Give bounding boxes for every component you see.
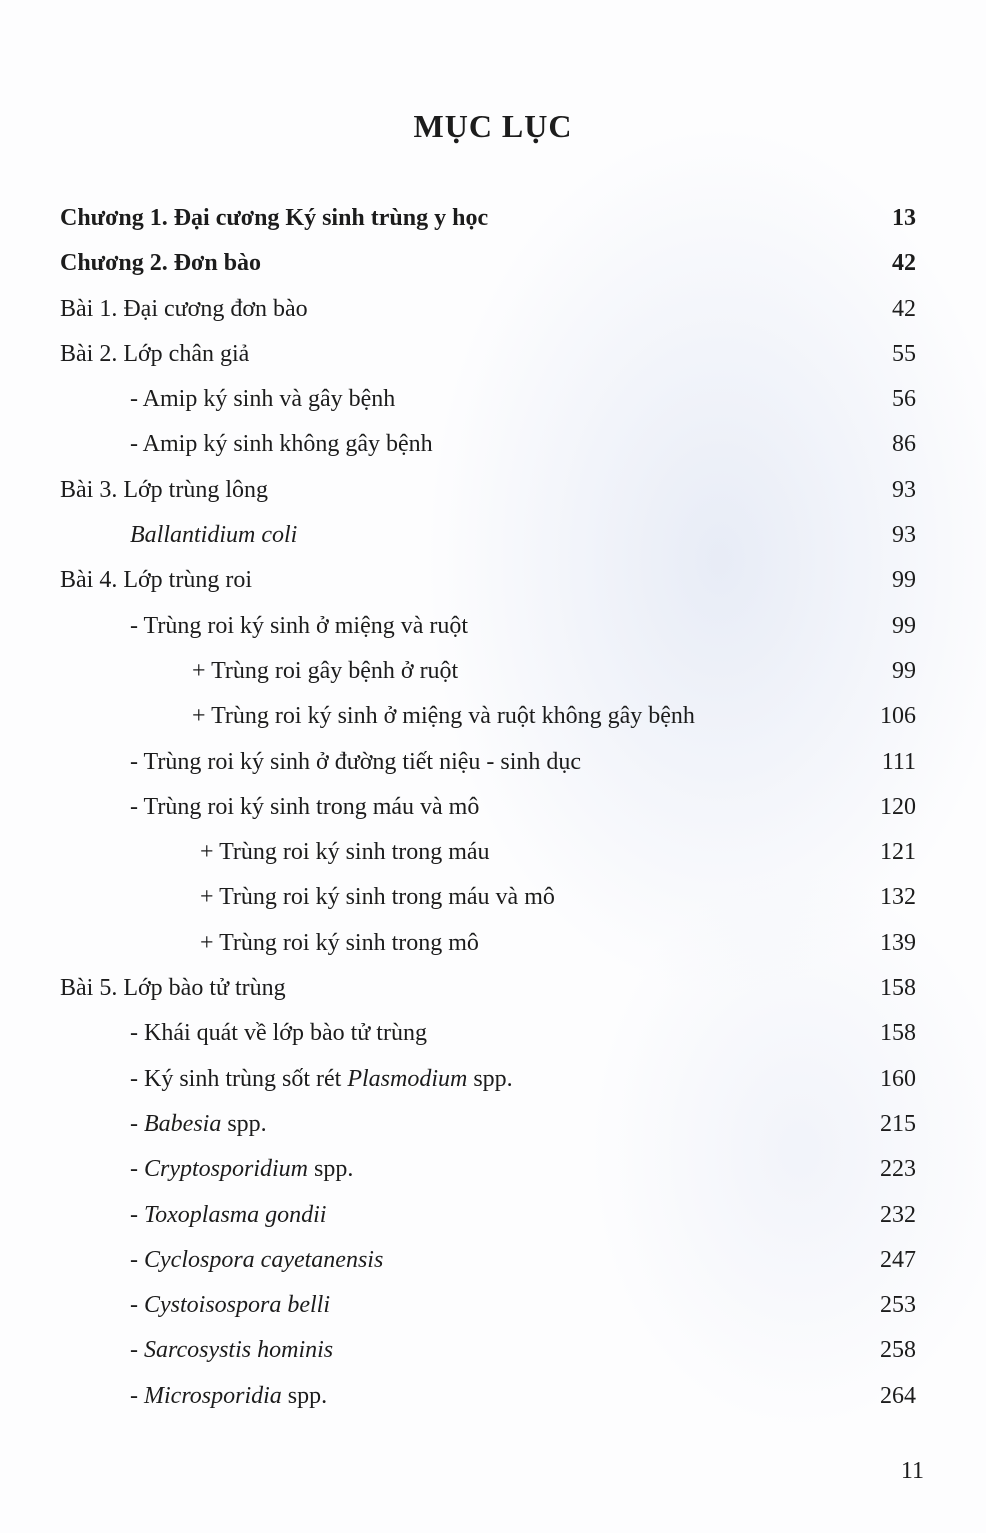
toc-entry-page-number: 86 xyxy=(892,431,916,458)
toc-entry-page-number: 13 xyxy=(892,205,916,231)
toc-entry-title-text: Chương 2. Đơn bào xyxy=(60,250,262,277)
toc-entry-title xyxy=(130,1011,427,1055)
toc-entry-title-italic: Cystoisospora belli xyxy=(144,1292,331,1319)
toc-entry-page-number: 264 xyxy=(880,1382,916,1409)
toc-entry xyxy=(0,966,986,1011)
toc-entry xyxy=(0,649,986,694)
toc-entry-page-number: 215 xyxy=(880,1110,916,1137)
toc-entry-title xyxy=(130,740,581,784)
toc-entry-page-number: 258 xyxy=(880,1337,916,1364)
toc-entry xyxy=(0,1238,986,1283)
toc-entry-title-text: + Trùng roi ký sinh trong máu và mô xyxy=(200,884,555,911)
toc-entry xyxy=(0,875,986,920)
toc-entry-page-number: 253 xyxy=(880,1292,916,1319)
toc-entry-page-number: 42 xyxy=(892,295,916,322)
toc-entry-title-italic: Cryptosporidium xyxy=(144,1156,309,1183)
toc-entry xyxy=(0,468,986,513)
toc-entry xyxy=(0,604,986,649)
toc-entry-title-text: - xyxy=(130,1382,144,1409)
toc-entry-title xyxy=(192,649,458,693)
toc-entry-title xyxy=(130,1193,326,1237)
toc-entry-title-text: spp. xyxy=(308,1156,354,1183)
toc-entry-title xyxy=(130,422,433,466)
toc-entry xyxy=(0,558,986,603)
toc-entry-page-number: 160 xyxy=(880,1065,916,1092)
toc-entry-title xyxy=(200,830,490,874)
toc-entry-title xyxy=(130,1328,333,1372)
toc-entry xyxy=(0,1147,986,1192)
toc-entry-title-italic: Toxoplasma gondii xyxy=(144,1201,327,1228)
toc-entry-page-number: 42 xyxy=(892,250,916,277)
toc-entry-page-number: 121 xyxy=(880,839,916,866)
toc-entry-page-number: 56 xyxy=(892,386,916,413)
toc-entry-title xyxy=(192,694,695,738)
toc-entry xyxy=(0,241,986,286)
page-number: 11 xyxy=(900,1458,924,1484)
toc-entry-title-text: - xyxy=(130,1292,144,1319)
toc-entry-title-italic: Babesia xyxy=(144,1110,222,1137)
toc-entry-title xyxy=(60,332,249,376)
toc-entry-title-italic: Ballantidium coli xyxy=(130,522,298,549)
toc-entry-title-text: Bài 1. Đại cương đơn bào xyxy=(60,295,308,322)
toc-entry-title-text: spp. xyxy=(281,1382,328,1409)
toc-entry-page-number: 106 xyxy=(880,703,916,730)
toc-entry xyxy=(0,513,986,558)
toc-entry xyxy=(0,830,986,875)
toc-entry-page-number: 93 xyxy=(892,476,916,503)
toc-entry xyxy=(0,332,986,377)
toc-entry-title xyxy=(60,287,308,331)
toc-entry-title-text: - Trùng roi ký sinh ở đường tiết niệu - sinh dục xyxy=(130,748,582,775)
toc-entry-title xyxy=(200,921,479,965)
toc-entry xyxy=(0,921,986,966)
toc-entry xyxy=(0,287,986,332)
toc-entry-title-text: - Trùng roi ký sinh ở miệng và ruột xyxy=(130,612,469,639)
toc-entry-title xyxy=(130,1102,267,1146)
toc-entry-title xyxy=(60,196,488,240)
toc-entry-title-text: - Amip ký sinh và gây bệnh xyxy=(130,386,396,413)
toc-entry-title-italic: Plasmodium xyxy=(347,1065,468,1092)
toc-entry-title xyxy=(60,558,252,602)
table-of-contents xyxy=(0,196,986,1419)
toc-entry xyxy=(0,1102,986,1147)
toc-entry-title-text: - Ký sinh trùng sốt rét xyxy=(130,1065,348,1092)
toc-entry-page-number: 139 xyxy=(880,929,916,956)
toc-entry-title-text: - Trùng roi ký sinh trong máu và mô xyxy=(130,793,480,820)
toc-entry-title-text: - xyxy=(130,1201,144,1228)
toc-entry xyxy=(0,740,986,785)
toc-entry-page-number: 223 xyxy=(880,1156,916,1183)
toc-entry xyxy=(0,1328,986,1373)
toc-entry-title-text: spp. xyxy=(221,1110,267,1137)
toc-entry xyxy=(0,1374,986,1419)
toc-entry-title-text: + Trùng roi ký sinh trong mô xyxy=(200,929,479,956)
toc-entry-title-italic: Sarcosystis hominis xyxy=(144,1337,334,1364)
toc-entry-title xyxy=(130,785,479,829)
toc-entry-title-italic: Cyclospora cayetanensis xyxy=(144,1246,384,1273)
toc-entry xyxy=(0,1011,986,1056)
toc-entry-page-number: 99 xyxy=(892,657,916,684)
toc-entry-title-text: Bài 5. Lớp bào tử trùng xyxy=(60,975,286,1002)
toc-entry-title-text: + Trùng roi gây bệnh ở ruột xyxy=(192,657,459,684)
toc-entry-page-number: 247 xyxy=(880,1246,916,1273)
toc-entry xyxy=(0,377,986,422)
toc-entry xyxy=(0,422,986,467)
toc-entry-title-text: Bài 2. Lớp chân giả xyxy=(60,340,250,367)
toc-entry xyxy=(0,785,986,830)
toc-entry-title xyxy=(130,1057,513,1101)
toc-entry xyxy=(0,1193,986,1238)
toc-entry-title-text: + Trùng roi ký sinh ở miệng và ruột không gây bệnh xyxy=(192,703,695,730)
toc-entry-title-text: spp. xyxy=(467,1065,513,1092)
toc-entry-page-number: 158 xyxy=(880,975,916,1002)
toc-entry-title xyxy=(130,513,297,557)
toc-entry-title xyxy=(130,1238,383,1282)
toc-entry-title xyxy=(60,468,268,512)
toc-entry-title-text: Chương 1. Đại cương Ký sinh trùng y học xyxy=(60,205,489,231)
toc-entry-page-number: 158 xyxy=(880,1020,916,1047)
toc-entry-page-number: 132 xyxy=(880,884,916,911)
toc-entry-title-text: + Trùng roi ký sinh trong máu xyxy=(200,839,490,866)
toc-entry-page-number: 93 xyxy=(892,522,916,549)
toc-entry-title-text: Bài 4. Lớp trùng roi xyxy=(60,567,252,594)
toc-entry-title-text: - xyxy=(130,1156,144,1183)
toc-entry-title-text: - xyxy=(130,1337,144,1364)
toc-entry xyxy=(0,196,986,241)
page-title: MỤC LỤC xyxy=(413,108,573,144)
toc-entry-title xyxy=(130,1147,353,1191)
toc-entry-page-number: 99 xyxy=(892,567,916,594)
toc-entry-title xyxy=(200,875,555,919)
toc-entry-title-text: - xyxy=(130,1246,144,1273)
toc-entry-page-number: 111 xyxy=(881,748,916,775)
toc-entry-page-number: 232 xyxy=(880,1201,916,1228)
toc-entry-title-text: - Amip ký sinh không gây bệnh xyxy=(130,431,433,458)
toc-entry-title-text: Bài 3. Lớp trùng lông xyxy=(60,476,269,503)
toc-entry-title xyxy=(130,1283,330,1327)
toc-entry-page-number: 120 xyxy=(880,793,916,820)
toc-entry xyxy=(0,694,986,739)
toc-entry-title xyxy=(130,604,468,648)
toc-entry-page-number: 99 xyxy=(892,612,916,639)
toc-entry-title xyxy=(60,966,286,1010)
toc-entry-title-italic: Microsporidia xyxy=(144,1382,282,1409)
toc-entry-title-text: - Khái quát về lớp bào tử trùng xyxy=(130,1020,427,1047)
toc-entry-title-text: - xyxy=(130,1110,144,1137)
toc-entry-page-number: 55 xyxy=(892,340,916,367)
toc-entry-title xyxy=(130,1374,327,1418)
toc-entry-title xyxy=(60,241,261,285)
toc-entry xyxy=(0,1057,986,1102)
toc-entry-title xyxy=(130,377,395,421)
toc-entry xyxy=(0,1283,986,1328)
